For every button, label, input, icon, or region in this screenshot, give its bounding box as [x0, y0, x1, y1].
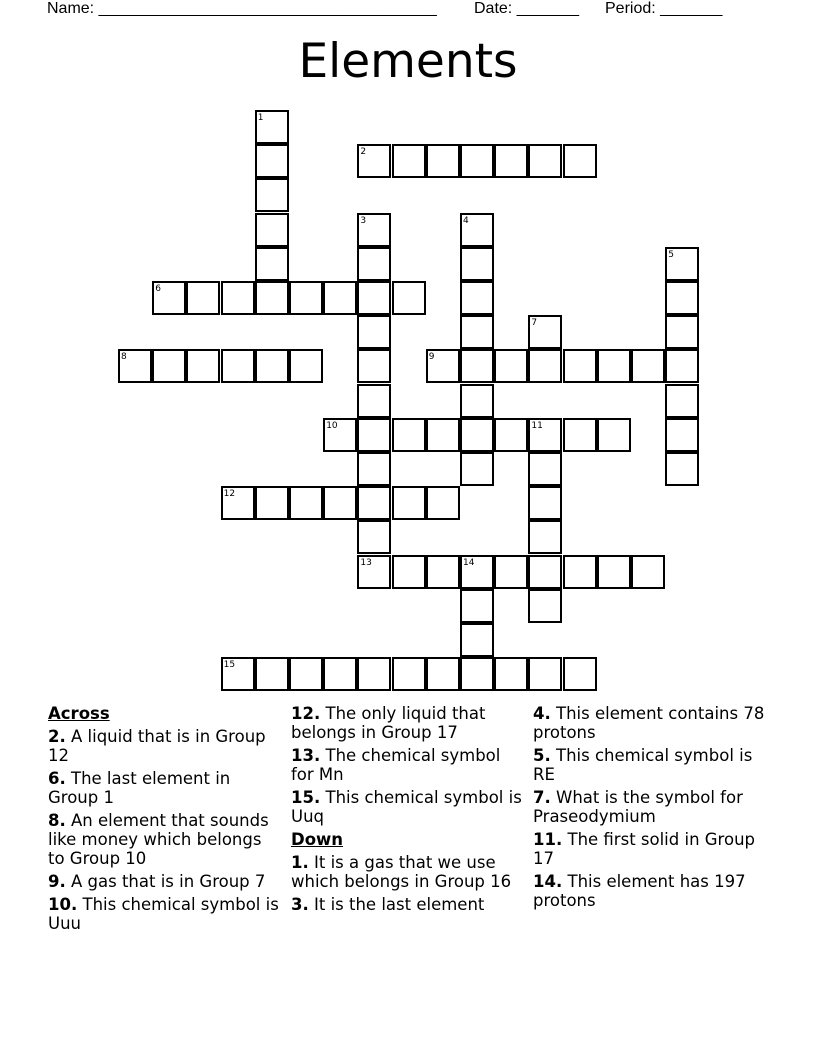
grid-cell[interactable] — [426, 657, 460, 691]
clue-text: The first solid in Group 17 — [533, 830, 756, 868]
grid-cell[interactable] — [460, 281, 494, 315]
clue-number-label: 13 — [360, 557, 372, 568]
clue-number-label: 3 — [360, 215, 367, 226]
grid-cell[interactable] — [255, 657, 289, 691]
clue-item — [291, 746, 523, 784]
grid-cell[interactable] — [289, 281, 323, 315]
grid-cell[interactable] — [460, 657, 494, 691]
clue-item — [533, 746, 765, 784]
grid-cell[interactable] — [631, 555, 665, 589]
clue-number-label: 9 — [428, 352, 435, 363]
clue-item — [291, 895, 523, 914]
grid-cell[interactable] — [460, 349, 494, 383]
grid-cell[interactable] — [426, 555, 460, 589]
clue-text: What is the symbol for Praseodymium — [533, 788, 743, 826]
grid-cell[interactable] — [528, 520, 562, 554]
grid-cell[interactable] — [255, 144, 289, 178]
grid-cell[interactable] — [460, 589, 494, 623]
clue-text: The only liquid that belongs in Group 17 — [291, 704, 486, 742]
clue-text: The chemical symbol for Mn — [291, 746, 501, 784]
grid-cell[interactable] — [528, 486, 562, 520]
grid-cell[interactable] — [597, 555, 631, 589]
clue-number: 5. — [533, 746, 551, 765]
down-heading: Down — [291, 830, 344, 849]
clue-item — [533, 872, 765, 910]
grid-cell[interactable] — [460, 315, 494, 349]
clue-number-label: 10 — [326, 420, 338, 431]
clue-text: A gas that is in Group 7 — [71, 872, 266, 891]
clues-column-1 — [48, 704, 280, 937]
grid-cell[interactable] — [528, 657, 562, 691]
grid-cell[interactable] — [563, 657, 597, 691]
across-clue-list — [48, 727, 280, 933]
clue-item — [291, 788, 523, 826]
grid-cell[interactable] — [460, 247, 494, 281]
grid-cell[interactable] — [665, 384, 699, 418]
clue-item — [533, 704, 765, 742]
grid-cell[interactable] — [665, 281, 699, 315]
grid-cell[interactable] — [528, 452, 562, 486]
grid-cell[interactable] — [494, 349, 528, 383]
grid-cell[interactable] — [392, 144, 426, 178]
grid-cell[interactable] — [597, 418, 631, 452]
clue-text: An element that sounds like money which belongs to Group 10 — [48, 811, 269, 868]
clue-number: 12. — [291, 704, 321, 723]
clue-number-label: 6 — [155, 284, 161, 294]
grid-cell[interactable] — [528, 349, 562, 383]
across-heading: Across — [48, 704, 110, 723]
grid-cell[interactable] — [323, 281, 357, 315]
grid-cell[interactable] — [392, 657, 426, 691]
grid-cell[interactable] — [186, 349, 220, 383]
grid-cell[interactable] — [460, 452, 494, 486]
clue-item — [48, 811, 280, 868]
clue-text: This element has 197 protons — [533, 872, 746, 910]
grid-cell[interactable] — [357, 520, 391, 554]
grid-cell[interactable] — [152, 349, 186, 383]
clue-number-label: 12 — [223, 489, 236, 500]
clue-item — [48, 895, 280, 933]
clue-text: This element contains 78 protons — [533, 704, 765, 742]
grid-cell[interactable] — [494, 418, 528, 452]
clue-number: 10. — [48, 895, 78, 914]
grid-cell[interactable] — [665, 418, 699, 452]
clue-item — [291, 853, 523, 891]
grid-cell[interactable] — [221, 281, 255, 315]
grid-cell[interactable] — [563, 555, 597, 589]
clue-number-label: 8 — [121, 352, 127, 363]
clue-number-label: 4 — [463, 215, 469, 226]
grid-cell[interactable] — [323, 486, 357, 520]
grid-cell[interactable] — [357, 315, 391, 349]
clue-number-label: 2 — [360, 147, 367, 158]
clue-text: It is the last element — [314, 895, 485, 914]
clue-number: 6. — [48, 769, 66, 788]
grid-cell[interactable] — [528, 555, 562, 589]
grid-cell[interactable] — [563, 349, 597, 383]
grid-cell[interactable] — [357, 418, 391, 452]
grid-cell[interactable] — [289, 486, 323, 520]
clue-text: This chemical symbol is Uuu — [48, 895, 279, 933]
grid-cell[interactable] — [494, 657, 528, 691]
clue-number-label: 15 — [223, 660, 236, 671]
clue-number-label: 1 — [257, 113, 264, 123]
grid-cell[interactable] — [357, 247, 391, 281]
grid-cell[interactable] — [665, 349, 699, 383]
grid-cell[interactable] — [426, 144, 460, 178]
grid-cell[interactable] — [494, 144, 528, 178]
grid-cell[interactable] — [563, 418, 597, 452]
grid-cell[interactable] — [392, 418, 426, 452]
clue-number-label: 11 — [531, 420, 543, 431]
clue-number-label: 5 — [668, 249, 674, 260]
grid-cell[interactable] — [357, 384, 391, 418]
clue-number: 13. — [291, 746, 321, 765]
clue-item — [291, 704, 523, 742]
clue-item — [533, 788, 765, 826]
clues-column-3 — [533, 704, 765, 914]
grid-cell[interactable] — [357, 486, 391, 520]
clue-text: This chemical symbol is Uuq — [291, 788, 522, 826]
clue-text: A liquid that is in Group 12 — [48, 727, 266, 765]
grid-cell[interactable] — [528, 589, 562, 623]
grid-cell[interactable] — [426, 418, 460, 452]
clue-text: The last element in Group 1 — [48, 769, 231, 807]
grid-cell[interactable] — [631, 349, 665, 383]
grid-cell[interactable] — [460, 144, 494, 178]
grid-cell[interactable] — [563, 144, 597, 178]
grid-cell[interactable] — [426, 486, 460, 520]
clue-item — [48, 872, 280, 891]
grid-cell[interactable] — [357, 349, 391, 383]
grid-cell[interactable] — [392, 281, 426, 315]
clue-number: 7. — [533, 788, 551, 807]
grid-cell[interactable] — [665, 452, 699, 486]
grid-cell[interactable] — [255, 213, 289, 247]
grid-cell[interactable] — [665, 315, 699, 349]
grid-cell[interactable] — [460, 418, 494, 452]
clues-column-2 — [291, 704, 523, 918]
clue-item — [48, 769, 280, 807]
grid-cell[interactable] — [255, 281, 289, 315]
clue-item — [48, 727, 280, 765]
grid-cell[interactable] — [357, 281, 391, 315]
grid-cell[interactable] — [255, 486, 289, 520]
grid-cell[interactable] — [289, 349, 323, 383]
clue-number-label: 14 — [463, 557, 475, 568]
grid-cell[interactable] — [323, 657, 357, 691]
across-clue-list-continued — [291, 704, 523, 826]
down-clue-list — [291, 853, 523, 914]
clue-item — [533, 830, 765, 868]
clue-number: 15. — [291, 788, 321, 807]
clue-number: 4. — [533, 704, 551, 723]
page-title: Elements — [298, 34, 518, 89]
clue-number: 1. — [291, 853, 309, 872]
name-field-label[interactable]: Name: ______________________________________ — [47, 0, 437, 17]
grid-cell[interactable] — [528, 144, 562, 178]
grid-cell[interactable] — [255, 349, 289, 383]
grid-cell[interactable] — [289, 657, 323, 691]
grid-cell[interactable] — [357, 452, 391, 486]
clue-number: 14. — [533, 872, 563, 891]
clue-text: This chemical symbol is RE — [533, 746, 753, 784]
grid-cell[interactable] — [494, 555, 528, 589]
clue-text: It is a gas that we use which belongs in Group 16 — [291, 853, 512, 891]
grid-cell[interactable] — [460, 384, 494, 418]
period-field-label[interactable]: Period: _______ — [605, 0, 723, 17]
down-clue-list-continued — [533, 704, 765, 910]
grid-cell[interactable] — [597, 349, 631, 383]
clue-number: 8. — [48, 811, 66, 830]
grid-cell[interactable] — [221, 349, 255, 383]
grid-cell[interactable] — [186, 281, 220, 315]
clue-number: 11. — [533, 830, 563, 849]
grid-cell[interactable] — [255, 178, 289, 212]
date-field-label[interactable]: Date: _______ — [474, 0, 579, 17]
clue-number-label: 7 — [531, 318, 538, 329]
clue-number: 9. — [48, 872, 66, 891]
grid-cell[interactable] — [392, 486, 426, 520]
grid-cell[interactable] — [392, 555, 426, 589]
grid-cell[interactable] — [357, 657, 391, 691]
grid-cell[interactable] — [255, 247, 289, 281]
grid-cell[interactable] — [460, 623, 494, 657]
clue-number: 3. — [291, 895, 309, 914]
clue-number: 2. — [48, 727, 66, 746]
